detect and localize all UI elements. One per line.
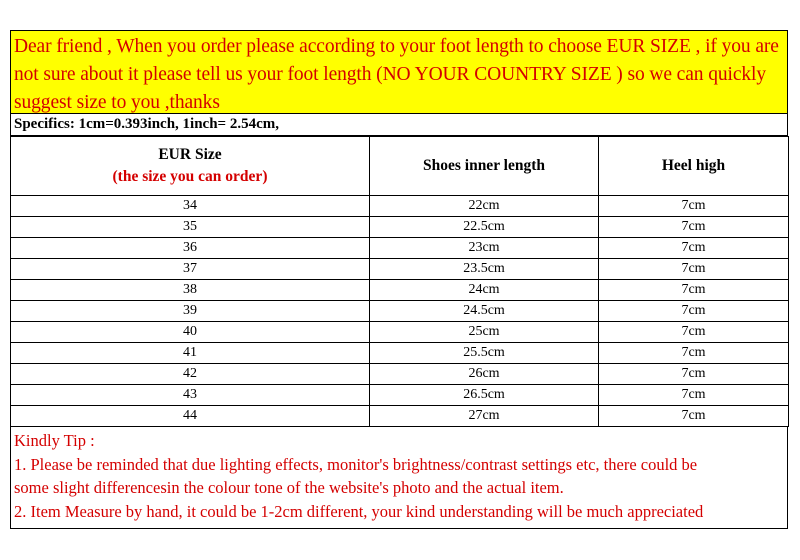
table-row [11,196,789,217]
table-row [11,322,789,343]
cell-eur-size: 40 [11,322,370,343]
cell-inner-length: 23.5cm [370,259,599,280]
size-table-header-row [11,137,789,196]
unit-conversion-note [10,114,788,136]
size-table [10,136,789,427]
header-eur-size-label: EUR Size [158,146,222,163]
size-chart-sheet [10,30,788,529]
cell-eur-size: 38 [11,280,370,301]
table-row [11,364,789,385]
cell-eur-size: 34 [11,196,370,217]
size-table-body [11,196,789,427]
cell-inner-length: 25cm [370,322,599,343]
cell-heel-high: 7cm [599,322,789,343]
cell-eur-size: 39 [11,301,370,322]
cell-inner-length: 27cm [370,406,599,427]
header-eur-size [11,137,370,196]
table-row [11,217,789,238]
table-row [11,238,789,259]
tips-line-2: 2. Item Measure by hand, it could be 1-2cm different, your kind understanding will be much appreciated [14,501,704,521]
tips-line-1a: 1. Please be reminded that due lighting effects, monitor's brightness/contrast settings etc, there could be [14,454,698,474]
order-notice [10,30,788,114]
header-eur-size-note: (the size you can order) [112,168,268,185]
table-row [11,259,789,280]
cell-eur-size: 42 [11,364,370,385]
cell-inner-length: 22.5cm [370,217,599,238]
cell-eur-size: 35 [11,217,370,238]
cell-heel-high: 7cm [599,364,789,385]
table-row [11,280,789,301]
cell-heel-high: 7cm [599,280,789,301]
cell-eur-size: 44 [11,406,370,427]
kindly-tips [10,427,788,529]
cell-heel-high: 7cm [599,343,789,364]
unit-conversion-text: Specifics: 1cm=0.393inch, 1inch= 2.54cm, [14,116,279,132]
cell-eur-size: 41 [11,343,370,364]
cell-heel-high: 7cm [599,259,789,280]
cell-heel-high: 7cm [599,406,789,427]
cell-inner-length: 25.5cm [370,343,599,364]
cell-inner-length: 22cm [370,196,599,217]
table-row [11,385,789,406]
tips-line-1b: some slight differencesin the colour tone of the website's photo and the actual item. [14,478,564,497]
table-row [11,343,789,364]
cell-inner-length: 26cm [370,364,599,385]
table-row [11,406,789,427]
cell-heel-high: 7cm [599,217,789,238]
cell-heel-high: 7cm [599,196,789,217]
cell-eur-size: 43 [11,385,370,406]
cell-inner-length: 24.5cm [370,301,599,322]
order-notice-text: Dear friend , When you order please according to your foot length to choose EUR SIZE , if you are not sure about it please tell us your foot length (NO YOUR COUNTRY SIZE ) so we can quickly suggest size to you ,thanks [14,36,779,113]
cell-inner-length: 26.5cm [370,385,599,406]
cell-heel-high: 7cm [599,385,789,406]
header-heel-high: Heel high [599,137,789,196]
cell-eur-size: 37 [11,259,370,280]
table-row [11,301,789,322]
cell-inner-length: 24cm [370,280,599,301]
cell-eur-size: 36 [11,238,370,259]
cell-inner-length: 23cm [370,238,599,259]
cell-heel-high: 7cm [599,301,789,322]
header-inner-length: Shoes inner length [370,137,599,196]
cell-heel-high: 7cm [599,238,789,259]
tips-title: Kindly Tip : [14,431,95,450]
